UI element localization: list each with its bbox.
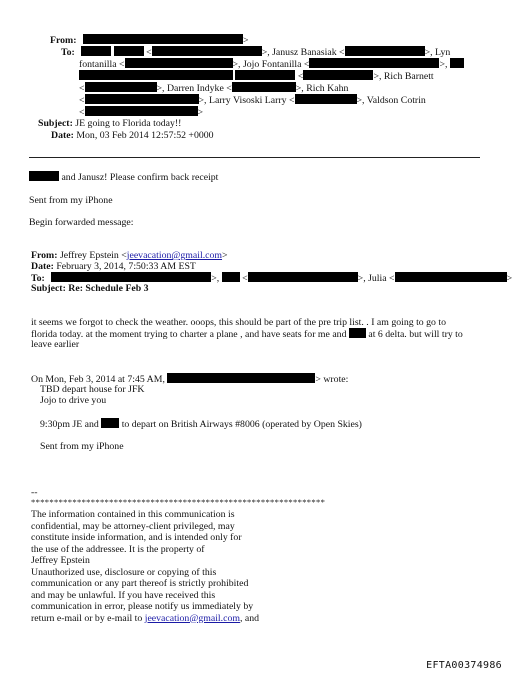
disclaimer-line: Unauthorized use, disclosure or copying of this — [31, 566, 217, 578]
redaction — [85, 82, 157, 92]
redaction — [167, 373, 315, 383]
disclaimer-text — [31, 509, 259, 624]
to-segment: > — [197, 107, 204, 118]
redaction — [81, 46, 111, 56]
disclaimer-last-line: return e-mail or by e-mail to jeevacation@gmail.com, and — [31, 612, 260, 624]
subject-label: Subject: — [38, 118, 73, 129]
fwd-subject-row: Subject: Re: Schedule Feb 3 — [31, 283, 149, 294]
disclaimer-line: the use of the addressee. It is the property of — [31, 543, 205, 555]
to-segment: >, Darren Indyke < — [156, 83, 232, 94]
redaction — [295, 94, 357, 104]
disclaimer-line: communication in error, please notify us immediately by — [31, 601, 254, 612]
from-close: > — [242, 35, 249, 46]
document-id: EFTA00374986 — [426, 660, 502, 671]
quoted-intro: On Mon, Feb 3, 2014 at 7:45 AM, > wrote: — [31, 374, 349, 385]
redaction — [222, 272, 240, 282]
header-to-row-2: fontanilla < >, Jojo Fontanilla < >, — [79, 58, 464, 71]
to-segment: < — [79, 107, 85, 118]
redaction — [51, 272, 211, 282]
disclaimer-line: communication or any part thereof is strictly prohibited — [31, 578, 249, 589]
quoted-line-2: Jojo to drive you — [40, 395, 107, 406]
redaction — [79, 70, 233, 80]
message-line-1: and Janusz! Please confirm back receipt — [29, 171, 218, 184]
disclaimer-line: and may be unlawful. If you have received this — [31, 589, 216, 601]
disclaimer-line: confidential, may be attorney-client privileged, may — [31, 520, 235, 532]
header-subject-row — [38, 118, 181, 130]
redaction — [232, 82, 296, 92]
subject-value: JE going to Florida today!! — [75, 118, 182, 129]
quoted-line-3: 9:30pm JE and to depart on British Airways #8006 (operated by Open Skies) — [40, 419, 362, 430]
redaction — [235, 70, 295, 80]
to-segment: >, Jojo Fontanilla < — [232, 59, 310, 70]
header-to-row-3: < >, Rich Barnett — [79, 70, 434, 83]
to-segment: < — [79, 95, 85, 106]
to-segment: >, Valdson Cotrin — [356, 95, 426, 106]
date-value: Mon, 03 Feb 2014 12:57:52 +0000 — [76, 130, 214, 141]
fwd-date-row: Date: February 3, 2014, 7:50:33 AM EST — [31, 261, 196, 272]
fwd-body-line-2: florida today. at the moment trying to charter a plane , and have seats for me and at 6 delta. but will try to — [31, 329, 463, 340]
to-label: To: — [61, 47, 75, 58]
redaction — [85, 106, 198, 116]
date-label: Date: — [51, 130, 74, 141]
to-segment: >, Larry Visoski Larry < — [198, 95, 295, 106]
disclaimer-email-link[interactable]: jeevacation@gmail.com — [144, 612, 240, 624]
redaction — [309, 58, 439, 68]
redaction — [395, 272, 507, 282]
fwd-to-row: To: >, < >, Julia < > — [31, 273, 512, 284]
disclaimer-line: The information contained in this communication is — [31, 509, 235, 520]
redaction — [101, 418, 119, 428]
disclaimer-line: Jeffrey Epstein — [31, 555, 90, 566]
to-segment: < — [79, 83, 85, 94]
fwd-from-email-link[interactable]: jeevacation@gmail.com — [126, 250, 223, 261]
fwd-body-line-1: it seems we forgot to check the weather. ooops, this should be part of the pre trip list. . I am going to go to — [31, 317, 447, 328]
redaction — [125, 58, 233, 68]
fwd-from-row: From: Jeffrey Epstein <jeevacation@gmail.com> — [31, 250, 228, 261]
to-segment: >, Lyn — [424, 47, 451, 58]
redaction — [349, 328, 366, 338]
quoted-line-1: TBD depart house for JFK — [40, 384, 145, 395]
redaction — [29, 171, 59, 181]
disclaimer-line: constitute inside information, and is intended only for — [31, 532, 242, 543]
disclaimer-dashes: -- — [31, 487, 38, 498]
message-signature: Sent from my iPhone — [29, 195, 113, 206]
redaction — [345, 46, 425, 56]
disclaimer-stars: **************************************************************** — [31, 497, 326, 507]
fwd-body-line-3: leave earlier — [31, 339, 80, 350]
redaction — [85, 94, 199, 104]
redaction — [303, 70, 373, 80]
redaction — [248, 272, 358, 282]
redaction — [450, 58, 464, 68]
to-segment: >, Rich Kahn — [295, 83, 349, 94]
redaction — [114, 46, 144, 56]
forwarded-intro: Begin forwarded message: — [29, 217, 134, 228]
header-date-row — [51, 130, 214, 142]
redaction — [152, 46, 262, 56]
to-segment: >, Rich Barnett — [373, 71, 434, 82]
to-segment: fontanilla < — [79, 59, 125, 70]
header-divider — [29, 157, 480, 158]
quoted-line-4: Sent from my iPhone — [40, 441, 124, 452]
redaction — [83, 34, 243, 44]
from-label: From: — [50, 35, 77, 46]
to-segment: >, Janusz Banasiak < — [261, 47, 345, 58]
header-to-row-1: To: < >, Janusz Banasiak < >, Lyn — [61, 47, 451, 58]
